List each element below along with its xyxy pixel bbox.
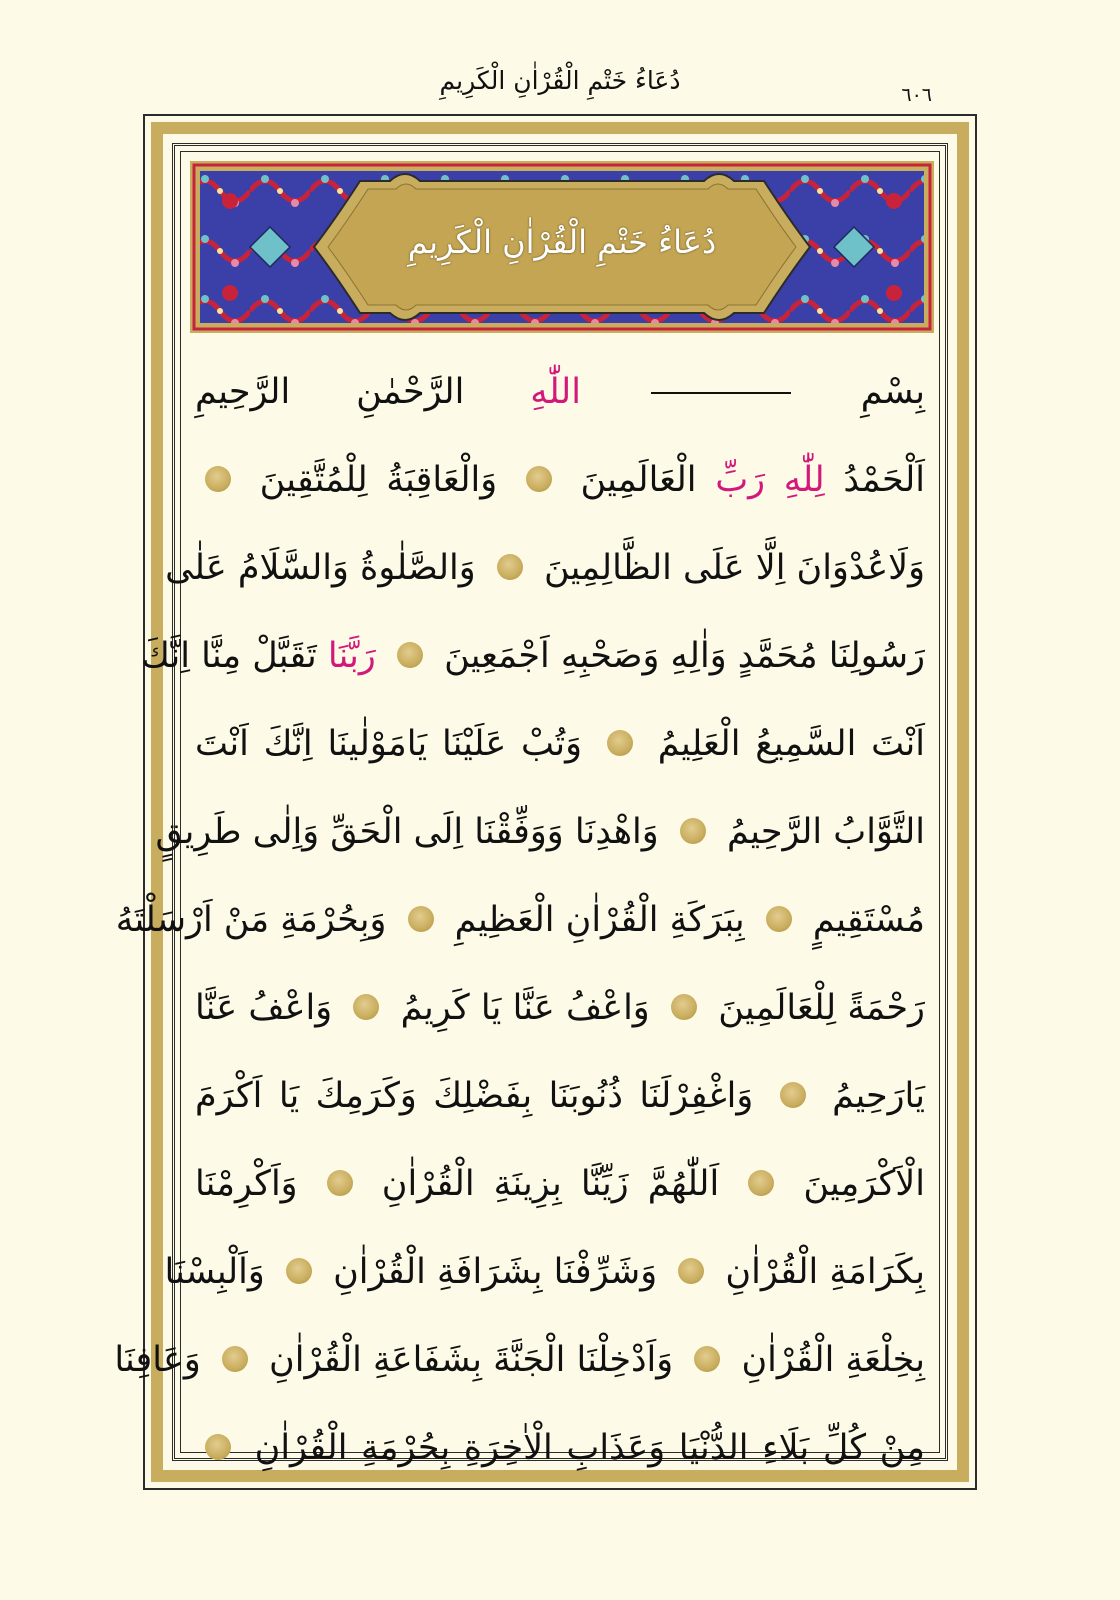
text-segment: بِبَرَكَةِ الْقُرْاٰنِ الْعَظِيمِ <box>454 900 745 940</box>
text-segment: اَلْحَمْدُ <box>843 460 925 500</box>
verse-stop-icon <box>780 1082 806 1108</box>
text-line <box>141 612 925 700</box>
verse-stop-icon <box>526 466 552 492</box>
verse-stop-icon <box>671 994 697 1020</box>
text-segment: مِنْ كُلِّ بَلَاءِ الدُّنْيَا وَعَذَابِ الْاٰخِرَةِ بِحُرْمَةِ الْقُرْاٰنِ <box>254 1428 925 1468</box>
text-segment: وَالْعَاقِبَةُ لِلْمُتَّقِينَ <box>259 460 498 500</box>
text-segment: بِخِلْعَةِ الْقُرْاٰنِ <box>741 1340 925 1380</box>
text-segment: وَبِحُرْمَةِ مَنْ اَرْسَلْتَهُ <box>115 900 387 940</box>
text-line <box>164 1228 925 1316</box>
text-segment: وَاعْفُ عَنَّا <box>195 988 333 1028</box>
divine-name: لِلّٰهِ رَبِّ <box>715 460 825 500</box>
verse-stop-icon <box>408 906 434 932</box>
text-segment: وَاعْفُ عَنَّا يَا كَرِيمُ <box>400 988 650 1028</box>
text-line <box>195 700 925 788</box>
text-segment: وَاَلْبِسْنَا <box>164 1252 265 1292</box>
text-segment: يَارَحِيمُ <box>832 1076 925 1116</box>
text-segment: بِسْمِ <box>860 372 925 412</box>
verse-stop-icon <box>353 994 379 1020</box>
text-segment: وَاَكْرِمْنَا <box>195 1164 298 1204</box>
text-segment: الرَّحْمٰنِ الرَّحِيمِ <box>195 372 465 412</box>
page-frame <box>114 114 977 1490</box>
divine-name: اللّٰهِ <box>530 372 581 412</box>
text-line <box>165 524 925 612</box>
text-segment: اَنْتَ السَّمِيعُ الْعَلِيمُ <box>657 724 925 764</box>
running-head-title: دُعَاءُ خَتْمِ الْقُرْاٰنِ الْكَرِيمِ <box>439 66 681 95</box>
verse-stop-icon <box>607 730 633 756</box>
text-segment: وَاغْفِرْلَنَا ذُنُوبَنَا بِفَضْلِكَ وَكَرَمِكَ يَا اَكْرَمَ <box>195 1076 754 1116</box>
divine-name: رَبَّنَا <box>327 636 376 676</box>
text-segment: بِكَرَامَةِ الْقُرْاٰنِ <box>725 1252 925 1292</box>
verse-stop-icon <box>497 554 523 580</box>
header-ornament <box>190 161 934 333</box>
text-segment: الْاَكْرَمِينَ <box>803 1164 925 1204</box>
text-line <box>195 436 925 524</box>
text-segment: رَسُولِنَا مُحَمَّدٍ وَاٰلِهِ وَصَحْبِهِ اَجْمَعِينَ <box>444 636 925 676</box>
text-segment: الْعَالَمِينَ <box>580 460 697 500</box>
verse-stop-icon <box>205 466 231 492</box>
text-line <box>195 964 925 1052</box>
text-segment: وَالصَّلٰوةُ وَالسَّلَامُ عَلٰى <box>165 548 476 588</box>
text-segment: اَللّٰهُمَّ زَيِّنَّا بِزِينَةِ الْقُرْاٰنِ <box>381 1164 720 1204</box>
text-segment: وَاَدْخِلْنَا الْجَنَّةَ بِشَفَاعَةِ الْقُرْاٰنِ <box>269 1340 674 1380</box>
text-line <box>195 348 925 436</box>
text-line <box>195 1140 925 1228</box>
text-segment: وَعَافِنَا <box>114 1340 201 1380</box>
verse-stop-icon <box>678 1258 704 1284</box>
text-line <box>195 1052 925 1140</box>
verse-stop-icon <box>327 1170 353 1196</box>
verse-stop-icon <box>286 1258 312 1284</box>
text-segment: وَشَرِّفْنَا بِشَرَافَةِ الْقُرْاٰنِ <box>333 1252 658 1292</box>
running-head <box>140 66 980 110</box>
text-segment: التَّوَّابُ الرَّحِيمُ <box>726 812 925 852</box>
text-line <box>195 1404 925 1492</box>
ornament-title: دُعَاءُ خَتْمِ الْقُرْاٰنِ الْكَرِيمِ <box>407 223 717 261</box>
verse-stop-icon <box>222 1346 248 1372</box>
text-segment: مُسْتَقِيمٍ <box>812 900 925 940</box>
text-segment: وَلَاعُدْوَانَ اِلَّا عَلَى الظَّالِمِينَ <box>543 548 925 588</box>
verse-stop-icon <box>680 818 706 844</box>
prayer-text <box>114 348 925 1492</box>
bismillah-extension-stroke <box>651 392 791 394</box>
verse-stop-icon <box>397 642 423 668</box>
text-segment: تَقَبَّلْ مِنَّا اِنَّكَ <box>141 636 317 676</box>
text-line <box>114 1316 925 1404</box>
verse-stop-icon <box>766 906 792 932</box>
verse-stop-icon <box>694 1346 720 1372</box>
verse-stop-icon <box>748 1170 774 1196</box>
text-line <box>115 876 925 964</box>
verse-stop-icon <box>205 1434 231 1460</box>
page-number: ٦٠٦ <box>901 84 932 106</box>
text-segment: وَاهْدِنَا وَوَفِّقْنَا اِلَى الْحَقِّ وَاِلٰى طَرِيقٍ <box>155 812 659 852</box>
text-line <box>155 788 925 876</box>
text-segment: وَتُبْ عَلَيْنَا يَامَوْلٰينَا اِنَّكَ اَنْتَ <box>195 724 583 764</box>
text-segment: رَحْمَةً لِلْعَالَمِينَ <box>718 988 925 1028</box>
